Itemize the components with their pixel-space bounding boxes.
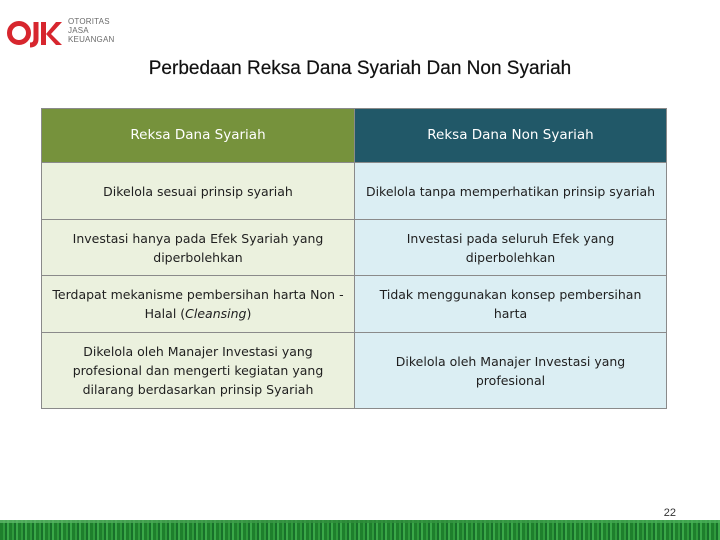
cell-non-syariah: Investasi pada seluruh Efek yang diperbolehkan [355, 220, 667, 276]
page-title: Perbedaan Reksa Dana Syariah Dan Non Syariah [148, 58, 572, 79]
table-row [42, 276, 667, 333]
cell-non-syariah: Dikelola tanpa memperhatikan prinsip syariah [355, 163, 667, 220]
cell-syariah [42, 276, 355, 333]
cell-syariah: Investasi hanya pada Efek Syariah yang diperbolehkan [42, 220, 355, 276]
logo-line-1: OTORITAS [68, 17, 110, 26]
comparison-table [41, 108, 667, 409]
cell-syariah: Dikelola oleh Manajer Investasi yang profesional dan mengerti kegiatan yang dilarang berdasarkan prinsip Syariah [42, 333, 355, 409]
logo-line-2: JASA [68, 26, 89, 35]
cell-non-syariah: Tidak menggunakan konsep pembersihan harta [355, 276, 667, 333]
table-header-row [42, 109, 667, 163]
header-syariah: Reksa Dana Syariah [42, 109, 355, 163]
footer-stripe [0, 520, 720, 540]
table-row [42, 220, 667, 276]
page-number: 22 [663, 507, 676, 519]
logo-line-3: KEUANGAN [68, 35, 115, 44]
header-non-syariah: Reksa Dana Non Syariah [355, 109, 667, 163]
cell-syariah-text-end: ) [246, 306, 252, 321]
cell-syariah: Dikelola sesuai prinsip syariah [42, 163, 355, 220]
cell-syariah-emphasis: Cleansing [185, 306, 247, 321]
ojk-logo [6, 8, 126, 52]
cell-syariah-text: Terdapat mekanisme pembersihan harta Non -Halal ( [52, 287, 344, 321]
logo-wordmark [68, 17, 115, 44]
ojk-logo-icon [6, 12, 64, 52]
cell-non-syariah: Dikelola oleh Manajer Investasi yang profesional [355, 333, 667, 409]
table-row [42, 333, 667, 409]
table-row [42, 163, 667, 220]
